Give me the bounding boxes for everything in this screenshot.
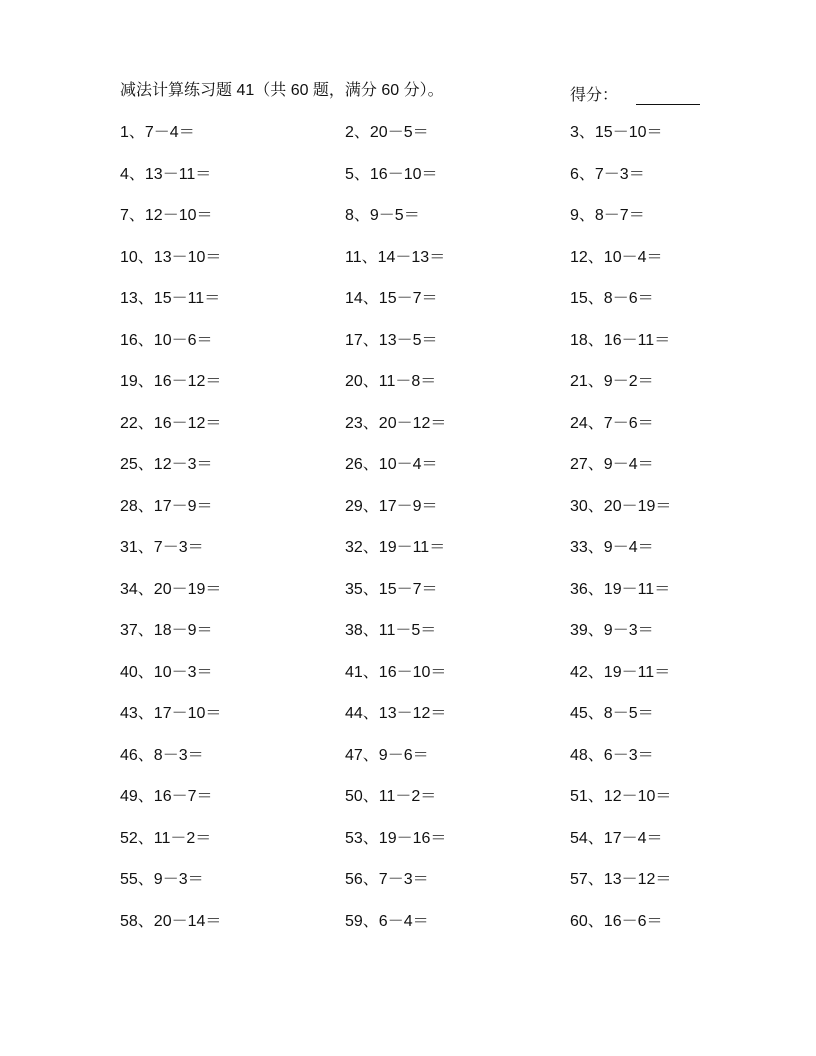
problem-item: 27、9－4＝ bbox=[570, 456, 654, 473]
score-label: 得分： bbox=[570, 87, 619, 104]
problem-item: 18、16－11＝ bbox=[570, 331, 671, 349]
problem-item: 55、9－3＝ bbox=[120, 871, 204, 888]
problem-item: 53、19－16＝ bbox=[345, 829, 447, 847]
problem-item: 26、10－4＝ bbox=[345, 456, 438, 473]
problem-item: 14、15－7＝ bbox=[345, 290, 438, 307]
problem-item: 48、6－3＝ bbox=[570, 746, 654, 764]
problem-item: 57、13－12＝ bbox=[570, 871, 672, 888]
problem-item: 4、13－11＝ bbox=[120, 165, 212, 183]
problem-item: 50、11－2＝ bbox=[345, 788, 437, 805]
problem-item: 15、8－6＝ bbox=[570, 290, 654, 307]
problem-item: 38、11－5＝ bbox=[345, 622, 437, 639]
problem-item: 32、19－11＝ bbox=[345, 539, 446, 556]
problem-item: 11、14－13＝ bbox=[345, 248, 446, 266]
problem-item: 6、7－3＝ bbox=[570, 165, 645, 183]
score-blank-line bbox=[636, 88, 700, 105]
problem-item: 54、17－4＝ bbox=[570, 829, 663, 847]
problem-item: 59、6－4＝ bbox=[345, 912, 429, 930]
problem-item: 20、11－8＝ bbox=[345, 373, 437, 390]
score-field bbox=[570, 82, 700, 105]
problem-item: 56、7－3＝ bbox=[345, 871, 429, 888]
problem-item: 22、16－12＝ bbox=[120, 414, 222, 432]
problem-item: 25、12－3＝ bbox=[120, 456, 213, 473]
problem-item: 12、10－4＝ bbox=[570, 248, 663, 266]
problem-item: 8、9－5＝ bbox=[345, 207, 420, 224]
problem-item: 40、10－3＝ bbox=[120, 663, 213, 681]
problem-item: 39、9－3＝ bbox=[570, 622, 654, 639]
problem-item: 1、7－4＝ bbox=[120, 124, 195, 141]
problem-item: 33、9－4＝ bbox=[570, 539, 654, 556]
problem-item: 60、16－6＝ bbox=[570, 912, 663, 930]
problem-item: 28、17－9＝ bbox=[120, 497, 213, 515]
problem-item: 47、9－6＝ bbox=[345, 746, 429, 764]
problem-item: 3、15－10＝ bbox=[570, 124, 663, 141]
problem-item: 10、13－10＝ bbox=[120, 248, 222, 266]
problem-item: 23、20－12＝ bbox=[345, 414, 447, 432]
problem-item: 13、15－11＝ bbox=[120, 290, 221, 307]
problem-item: 41、16－10＝ bbox=[345, 663, 447, 681]
problem-item: 31、7－3＝ bbox=[120, 539, 204, 556]
problem-item: 58、20－14＝ bbox=[120, 912, 222, 930]
problem-item: 9、8－7＝ bbox=[570, 207, 645, 224]
problem-item: 44、13－12＝ bbox=[345, 705, 447, 722]
problem-item: 16、10－6＝ bbox=[120, 331, 213, 349]
problem-item: 52、11－2＝ bbox=[120, 829, 212, 847]
problem-item: 24、7－6＝ bbox=[570, 414, 654, 432]
problem-item: 34、20－19＝ bbox=[120, 580, 222, 598]
problem-item: 7、12－10＝ bbox=[120, 207, 213, 224]
problem-item: 17、13－5＝ bbox=[345, 331, 438, 349]
problem-item: 45、8－5＝ bbox=[570, 705, 654, 722]
problem-item: 2、20－5＝ bbox=[345, 124, 429, 141]
problem-item: 51、12－10＝ bbox=[570, 788, 672, 805]
problem-item: 37、18－9＝ bbox=[120, 622, 213, 639]
problem-item: 5、16－10＝ bbox=[345, 165, 438, 183]
problem-item: 30、20－19＝ bbox=[570, 497, 672, 515]
worksheet-title: 减法计算练习题 41（共 60 题，满分 60 分）。 bbox=[120, 82, 444, 99]
problem-grid bbox=[120, 122, 795, 952]
problem-item: 46、8－3＝ bbox=[120, 746, 204, 764]
problem-item: 35、15－7＝ bbox=[345, 580, 438, 598]
problem-item: 19、16－12＝ bbox=[120, 373, 222, 390]
problem-item: 36、19－11＝ bbox=[570, 580, 671, 598]
problem-item: 49、16－7＝ bbox=[120, 788, 213, 805]
problem-item: 21、9－2＝ bbox=[570, 373, 654, 390]
problem-item: 43、17－10＝ bbox=[120, 705, 222, 722]
problem-item: 29、17－9＝ bbox=[345, 497, 438, 515]
problem-item: 42、19－11＝ bbox=[570, 663, 671, 681]
